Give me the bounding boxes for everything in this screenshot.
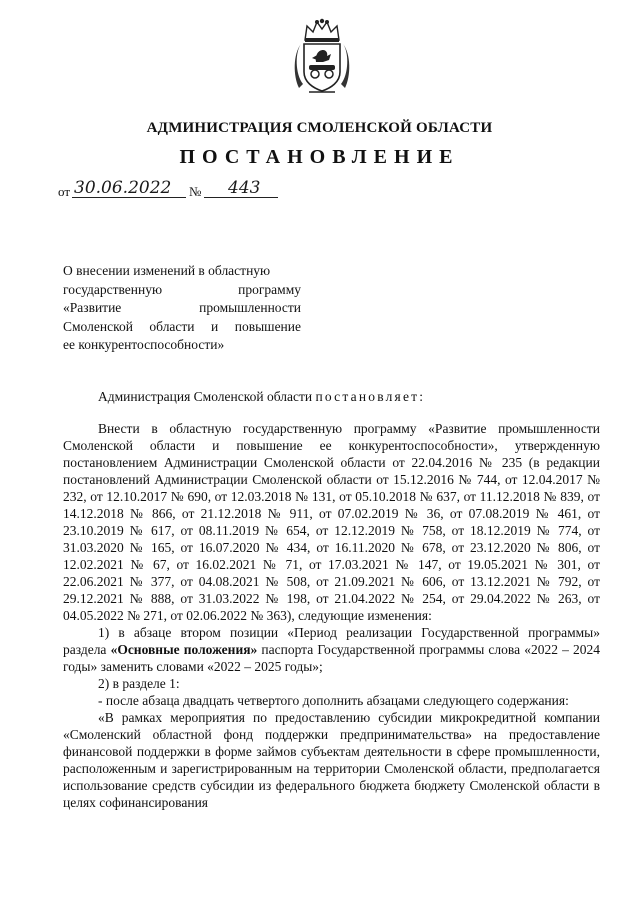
organization-title: АДМИНИСТРАЦИЯ СМОЛЕНСКОЙ ОБЛАСТИ bbox=[146, 120, 493, 136]
document-body bbox=[63, 388, 600, 811]
coat-of-arms-emblem bbox=[293, 18, 351, 96]
date-number-line bbox=[58, 178, 298, 202]
resolve-line bbox=[63, 388, 600, 405]
subject-line: ее конкурентоспособности» bbox=[63, 337, 225, 352]
item-2-paragraph: 2) в разделе 1: bbox=[98, 676, 180, 691]
item-1-text-b: паспорта Государственной программы слова «2022 – 2024 годы» заменить словами «2022 – 2025 годы»; bbox=[63, 642, 601, 674]
item-1-paragraph bbox=[63, 624, 600, 675]
document-type-title: ПОСТАНОВЛЕНИЕ bbox=[179, 146, 460, 168]
item-2-subparagraph: - после абзаца двадцать четвертого дополнить абзацами следующего содержания: bbox=[98, 693, 569, 708]
subject-line: Смоленской области и повышение bbox=[63, 318, 301, 334]
resolve-word: постановляет: bbox=[315, 389, 426, 404]
number-sign: № bbox=[189, 184, 202, 199]
handwritten-date: 30.06.2022 bbox=[74, 178, 172, 198]
subject-line: «Развитие промышленности bbox=[63, 300, 301, 315]
date-prefix: от bbox=[58, 184, 71, 199]
handwritten-number: 443 bbox=[228, 178, 261, 198]
number-underline bbox=[204, 197, 278, 198]
date-underline bbox=[72, 197, 186, 198]
subject-line: О внесении изменений в областную bbox=[63, 263, 271, 278]
quoted-paragraph: «В рамках мероприятия по предоставлению субсидии микрокредитной компании «Смоленский областной фонд поддержки предпринимательства» на предоставление финансовой поддержки в форме займов субъектам деятельности в сфере промышленности, расположенным и зарегистрированным на территории Смоленской области, предполагается использование средств субсидии из федерального бюджета бюджету Смоленской области в целях софинансирования bbox=[63, 710, 600, 810]
item-1-text-a: 1) в абзаце втором позиции «Период реализации Государственной программы» раздела bbox=[63, 625, 600, 657]
item-1-bold-section: «Основные положения» bbox=[110, 642, 258, 657]
main-paragraph: Внести в областную государственную программу «Развитие промышленности Смоленской области и повышение ее конкурентоспособности», утвержденную постановлением Администрации Смоленской области от 22.04.2016 № 235 (в редакции постановлений Администрации Смоленской области от 15.12.2016 № 744, от 12.04.2017 № 232, от 12.10.2017 № 690, от 12.03.2018 № 131, от 05.10.2018 № 637, от 11.12.2018 № 839, от 14.12.2018 № 866, от 21.12.2018 № 911, от 07.02.2019 № 36, от 07.08.2019 № 461, от 23.10.2019 № 617, от 08.11.2019 № 654, от 12.12.2019 № 758, от 18.12.2019 № 774, от 31.03.2020 № 165, от 16.07.2020 № 434, от 16.11.2020 № 678, от 23.12.2020 № 806, от 12.02.2021 № 67, от 16.02.2021 № 71, от 17.03.2021 № 147, от 19.05.2021 № 301, от 22.06.2021 № 377, от 04.08.2021 № 508, от 21.09.2021 № 606, от 13.12.2021 № 792, от 29.12.2021 № 888, от 31.03.2022 № 198, от 21.04.2022 № 254, от 29.04.2022 № 263, от 04.05.2022 № 271, от 02.06.2022 № 363), следующие изменения: bbox=[63, 421, 600, 623]
resolve-prefix: Администрация Смоленской области bbox=[98, 389, 316, 404]
subject-line: государственную программу bbox=[63, 281, 301, 297]
document-subject bbox=[63, 262, 301, 355]
